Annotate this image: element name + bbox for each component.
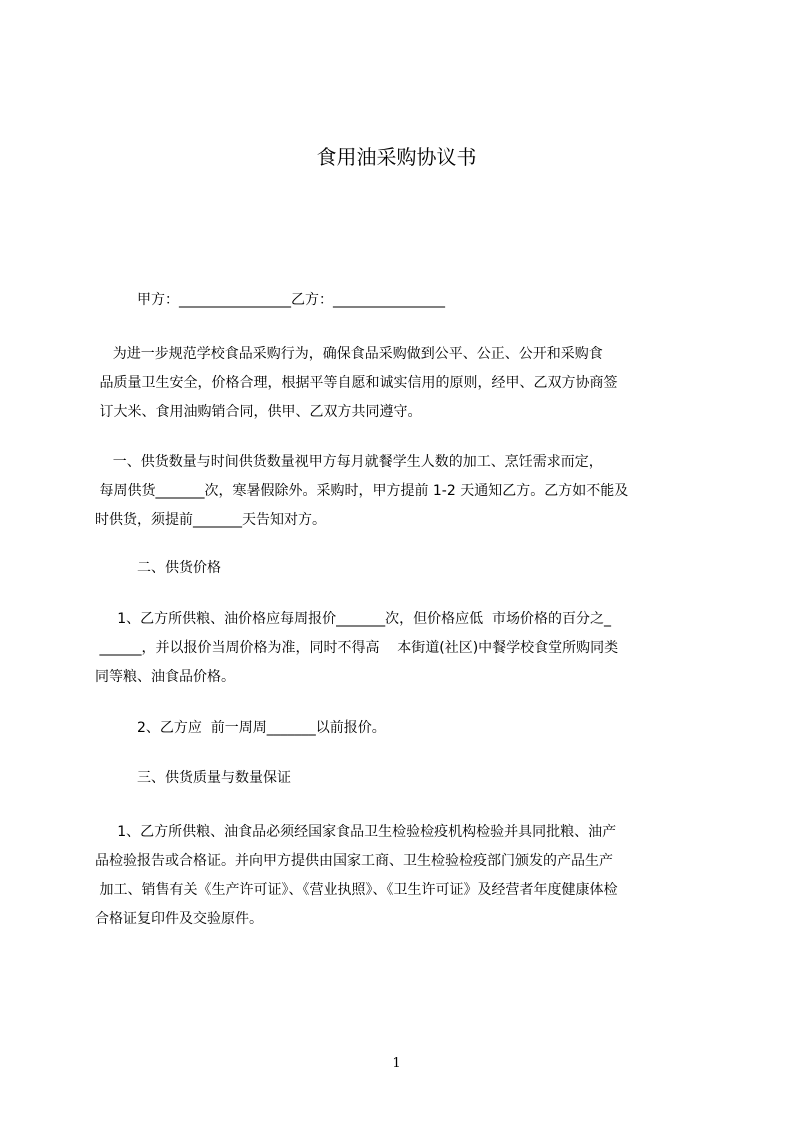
paragraph-line: 每周供货_______次，寒暑假除外。采购时，甲方提前 1-2 天通知乙方。乙方如不能及: [95, 483, 629, 499]
paragraph-line: 加工、销售有关《生产许可证》、《营业执照》、《卫生许可证》及经营者年度健康体检: [95, 882, 618, 898]
section1-paragraph: [95, 448, 705, 535]
section3-heading: 三、供货质量与数量保证: [137, 770, 291, 786]
paragraph-line: 1、乙方所供粮、油食品必须经国家食品卫生检验检疫机构检验并具同批粮、油产: [95, 824, 617, 840]
page-number: 1: [392, 1056, 401, 1071]
section2-heading: 二、供货价格: [137, 560, 221, 576]
section2-item1-paragraph: [95, 605, 705, 692]
paragraph-line: 一、供货数量与时间供货数量视甲方每月就餐学生人数的加工、烹饪需求而定，: [95, 454, 603, 470]
document-title: 食用油采购协议书: [316, 145, 477, 169]
section3-item1-paragraph: [95, 818, 705, 934]
paragraph-line: 时供货，须提前_______天告知对方。: [95, 512, 326, 528]
paragraph-line: 同等粮、油食品价格。: [95, 669, 235, 685]
paragraph-line: ______，并以报价当周价格为准，同时不得高 本街道(社区)中餐学校食堂所购同类: [95, 640, 619, 656]
paragraph-line: 品质量卫生安全，价格合理，根据平等自愿和诚实信用的原则，经甲、乙双方协商签: [95, 375, 618, 391]
paragraph-line: 1、乙方所供粮、油价格应每周报价_______次，但价格应低 市场价格的百分之_: [95, 611, 612, 627]
paragraph-line: 品检验报告或合格证。并向甲方提供由国家工商、卫生检验检疫部门颁发的产品生产: [95, 853, 613, 869]
intro-paragraph: [95, 340, 705, 427]
parties-line: 甲方：________________乙方：________________: [137, 292, 445, 308]
paragraph-line: 合格证复印件及交验原件。: [95, 911, 263, 927]
paragraph-line: 为进一步规范学校食品采购行为，确保食品采购做到公平、公正、公开和采购食: [95, 346, 603, 362]
section2-item2: 2、乙方应 前一周周_______以前报价。: [137, 720, 386, 736]
paragraph-line: 订大米、食用油购销合同，供甲、乙双方共同遵守。: [95, 404, 422, 420]
